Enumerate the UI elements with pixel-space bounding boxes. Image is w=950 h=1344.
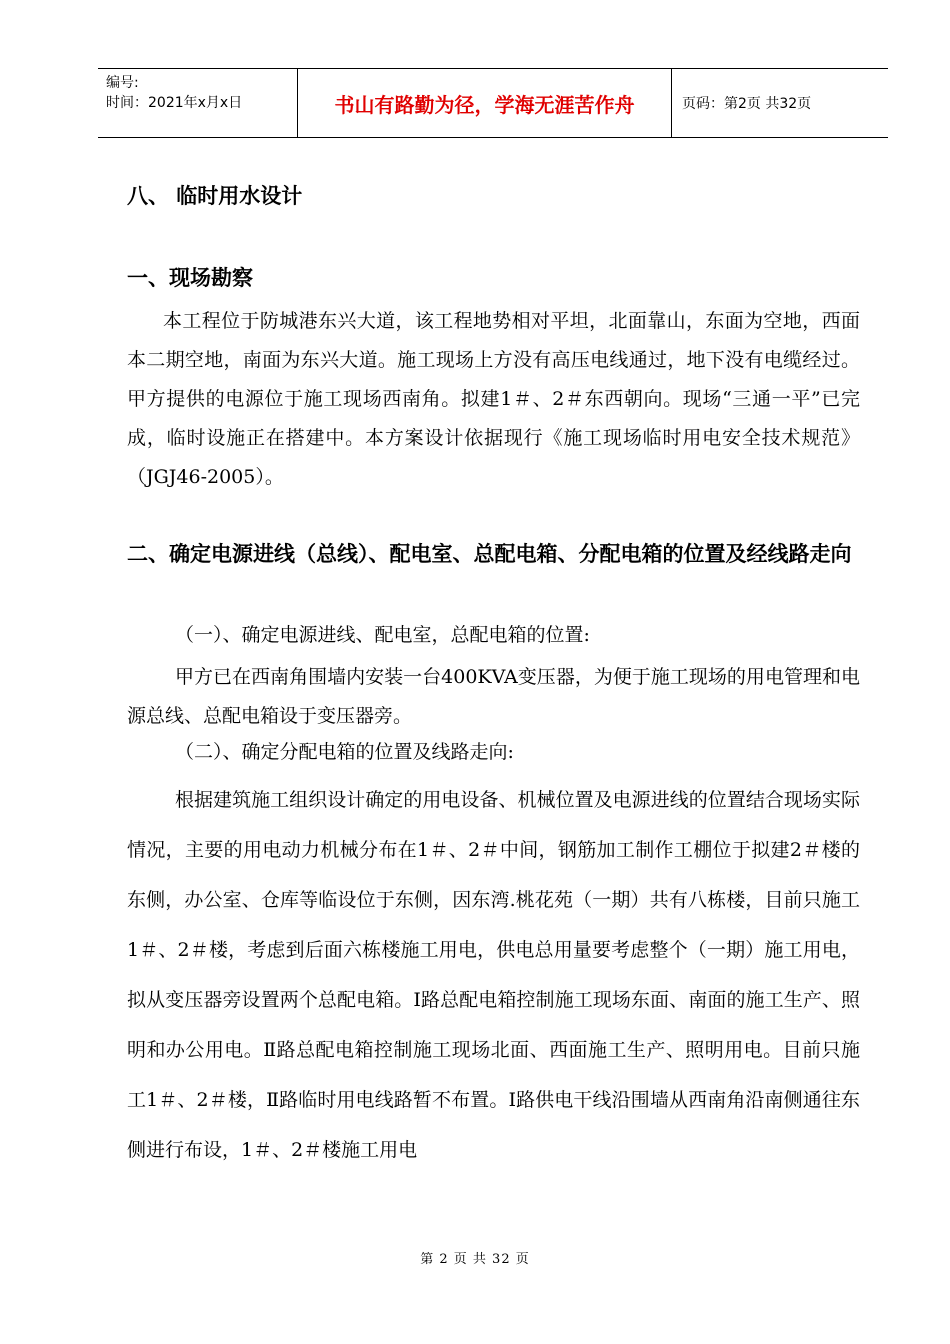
page-header	[98, 68, 888, 138]
document-time-label: 时间：2021年x月x日	[106, 95, 243, 111]
section-2-title: 二、确定电源进线（总线）、配电室、总配电箱、分配电箱的位置及经线路走向	[127, 542, 852, 566]
section-8-title: 八、 临时用水设计	[127, 184, 303, 208]
section-1-title: 一、现场勘察	[127, 266, 253, 290]
header-meta	[98, 69, 298, 137]
section-1-paragraph: 本工程位于防城港东兴大道，该工程地势相对平坦，北面靠山，东面为空地，西面本二期空地，南面为东兴大道。施工现场上方没有高压电线通过，地下没有电缆经过。甲方提供的电源位于施工现场西南角。拟建1＃、2＃东西朝向。现场“三通一平”已完成，临时设施正在搭建中。本方案设计依据现行《施工现场临时用电安全技术规范》（JGJ46-2005）。	[127, 310, 860, 488]
header-page-info: 页码：第2页 共32页	[682, 96, 812, 112]
page-footer: 第 2 页 共 32 页	[420, 1252, 530, 1267]
document-number-label: 编号:	[106, 75, 139, 91]
header-motto: 书山有路勤为径，学海无涯苦作舟	[298, 69, 672, 137]
section-2-subheading-2: （二）、确定分配电箱的位置及线路走向:	[175, 741, 514, 763]
section-2-paragraph-1: 甲方已在西南角围墙内安装一台400KVA变压器，为便于施工现场的用电管理和电源总线、总配电箱设于变压器旁。	[127, 666, 860, 727]
section-2-paragraph-2: 根据建筑施工组织设计确定的用电设备、机械位置及电源进线的位置结合现场实际情况，主要的用电动力机械分布在1＃、2＃中间，钢筋加工制作工棚位于拟建2＃楼的东侧，办公室、仓库等临设位于东侧，因东湾.桃花苑（一期）共有八栋楼，目前只施工1＃、2＃楼，考虑到后面六栋楼施工用电，供电总用量要考虑整个（一期）施工用电，拟从变压器旁设置两个总配电箱。Ⅰ路总配电箱控制施工现场东面、南面的施工生产、照明和办公用电。Ⅱ路总配电箱控制施工现场北面、西面施工生产、照明用电。目前只施工1＃、2＃楼，Ⅱ路临时用电线路暂不布置。Ⅰ路供电干线沿围墙从西南角沿南侧通往东侧进行布设，1＃、2＃楼施工用电	[127, 789, 860, 1161]
section-2-subheading-1: （一）、确定电源进线、配电室，总配电箱的位置:	[175, 624, 590, 646]
